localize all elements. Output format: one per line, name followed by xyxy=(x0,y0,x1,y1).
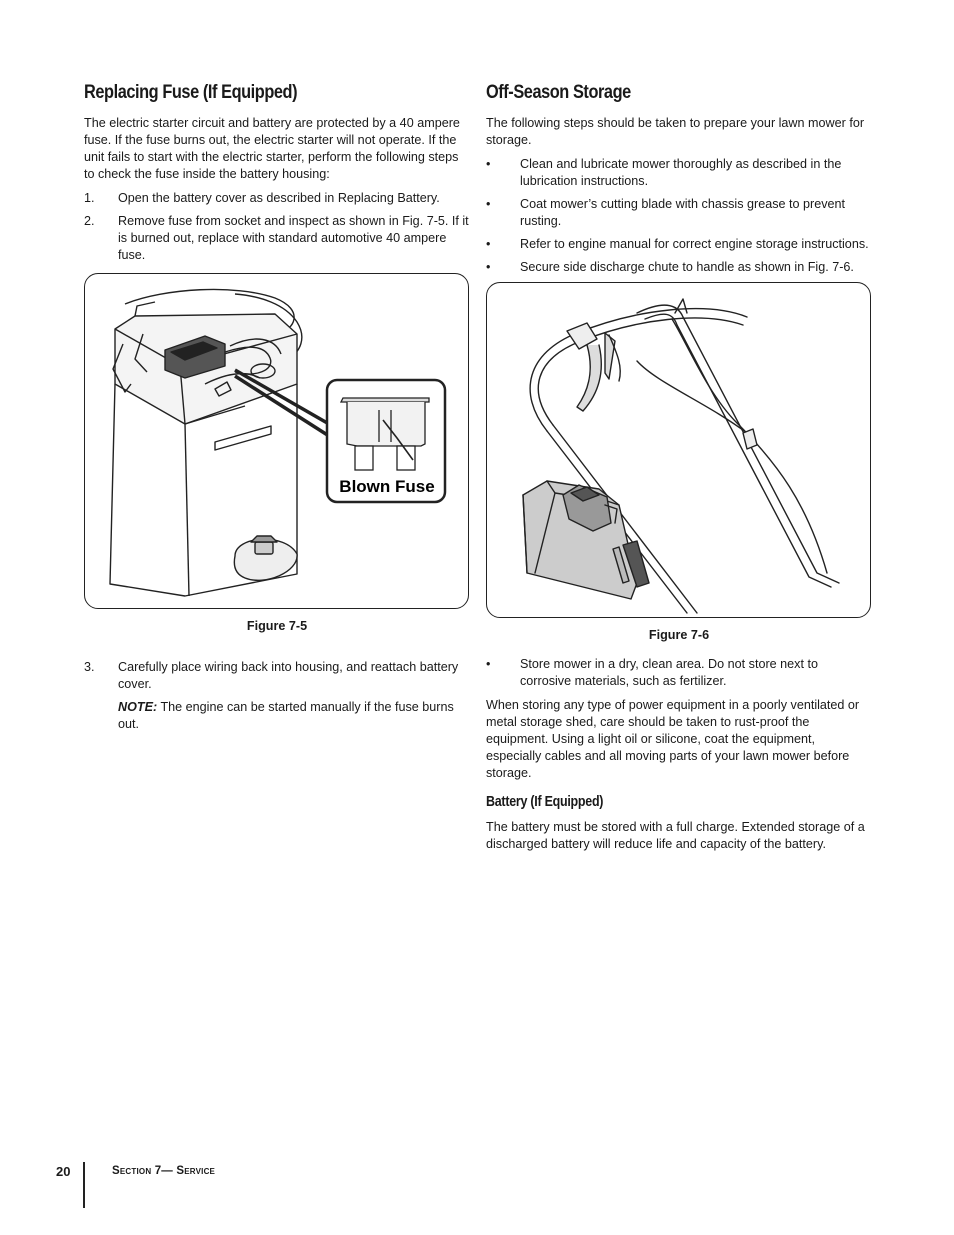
list-item: 2. Remove fuse from socket and inspect as shown in Fig. 7-5. If it is burned out, replace with standard automotive 40 ampere fuse. xyxy=(84,214,469,262)
page-footer xyxy=(56,1162,356,1208)
mower-handle-illustration xyxy=(487,283,871,618)
list-item: • Secure side discharge chute to handle as shown in Fig. 7-6. xyxy=(486,260,854,274)
page-number: 20 xyxy=(56,1164,71,1179)
battery-heading: Battery (If Equipped) xyxy=(486,794,604,810)
off-season-storage-heading: Off-Season Storage xyxy=(486,82,631,103)
storage-intro-paragraph: The following steps should be taken to prepare your lawn mower for storage. xyxy=(486,116,865,147)
fuse-steps-list-continued xyxy=(84,659,470,693)
figure-7-5-caption: Figure 7-5 xyxy=(246,619,308,633)
blown-fuse-label: Blown Fuse xyxy=(339,477,435,496)
figure-7-6 xyxy=(486,282,872,642)
battery-housing-illustration xyxy=(85,274,469,609)
storage-shed-paragraph: When storing any type of power equipment in a poorly ventilated or metal storage shed, care should be taken to rust-proof the equipment. Using a light oil or silicone, coat the equipment, especially cables and all moving parts of your lawn mower before storage. xyxy=(486,698,860,780)
list-item: • Clean and lubricate mower thoroughly as described in the lubrication instructions. xyxy=(486,157,842,188)
replacing-fuse-heading: Replacing Fuse (If Equipped) xyxy=(84,82,298,103)
figure-7-6-caption: Figure 7-6 xyxy=(648,628,710,642)
note-paragraph: NOTE: The engine can be started manually if the fuse burns out. xyxy=(118,700,454,731)
list-item: • Store mower in a dry, clean area. Do not store next to corrosive materials, such as fertilizer. xyxy=(486,657,818,688)
fuse-steps-list xyxy=(84,190,470,264)
fuse-intro-paragraph: The electric starter circuit and battery are protected by a 40 ampere fuse. If the fuse burns out, the electric starter will not operate. If the unit fails to start with the electric starter, perform the following steps to check the fuse inside the battery housing: xyxy=(84,116,460,181)
battery-paragraph: The battery must be stored with a full charge. Extended storage of a discharged battery will reduce life and capacity of the battery. xyxy=(486,820,865,851)
list-item: • Coat mower’s cutting blade with chassis grease to prevent rusting. xyxy=(486,197,846,228)
list-item: 3. Carefully place wiring back into housing, and reattach battery cover. xyxy=(84,660,459,691)
right-column xyxy=(486,80,872,860)
storage-bullets xyxy=(486,156,872,276)
list-item: • Refer to engine manual for correct engine storage instructions. xyxy=(486,237,869,251)
note-label: NOTE: xyxy=(118,700,158,714)
footer-divider xyxy=(83,1162,85,1208)
list-item: 1. Open the battery cover as described in Replacing Battery. xyxy=(84,191,440,205)
figure-7-5 xyxy=(84,273,470,633)
section-label: Section 7— Service xyxy=(112,1165,216,1177)
left-column xyxy=(84,80,470,739)
storage-bullets-continued xyxy=(486,656,872,690)
